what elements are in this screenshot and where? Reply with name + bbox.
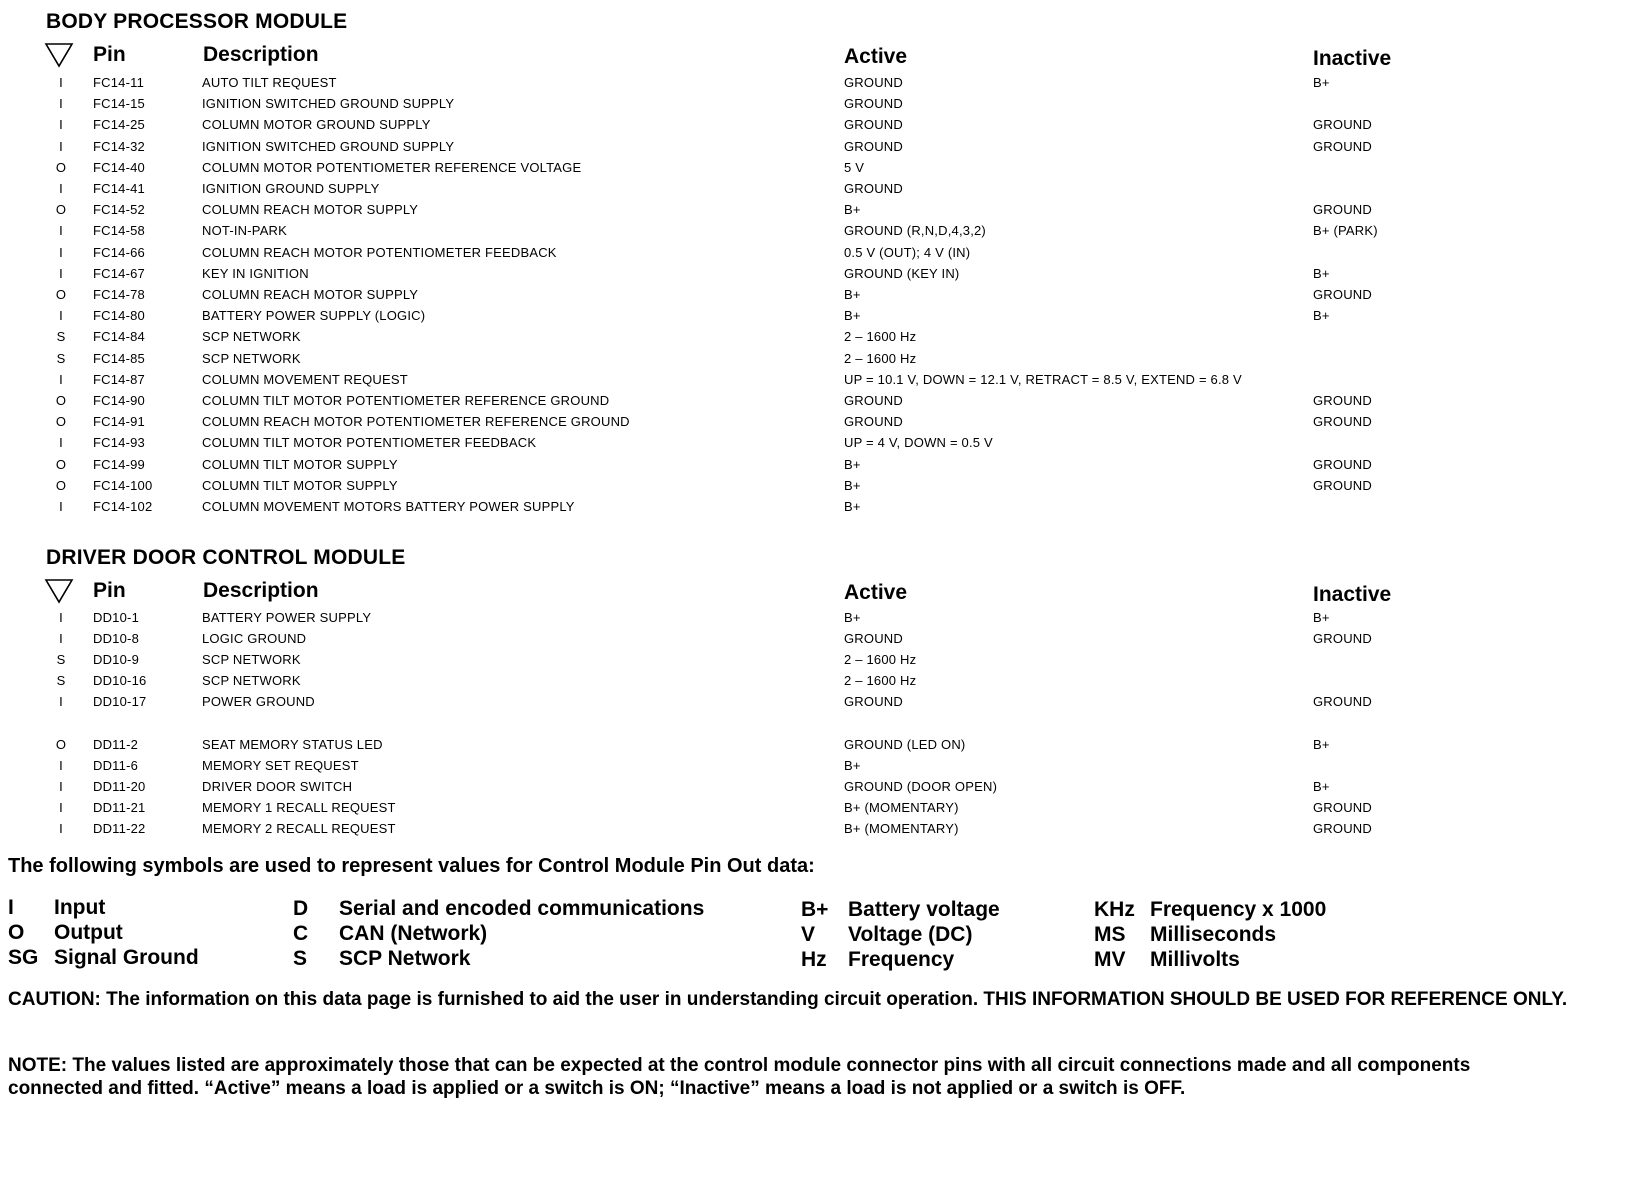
table-row xyxy=(0,351,1600,372)
pin-direction: S xyxy=(56,350,66,366)
pin-id: FC14-66 xyxy=(93,244,145,260)
pin-active-value: B+ xyxy=(844,202,861,218)
pin-active-value: 2 – 1600 Hz xyxy=(844,329,917,345)
pin-description: KEY IN IGNITION xyxy=(202,265,309,281)
pin-active-value: B+ xyxy=(844,758,861,773)
pin-active-value: GROUND xyxy=(844,414,903,430)
pin-direction: I xyxy=(59,821,63,836)
pin-inactive-value: GROUND xyxy=(1313,393,1372,408)
pin-active-value: GROUND (R,N,D,4,3,2) xyxy=(844,223,986,239)
pin-active-value: GROUND xyxy=(844,96,903,112)
pin-direction: I xyxy=(59,371,63,387)
pin-inactive-value: B+ xyxy=(1313,737,1330,752)
table-row xyxy=(0,96,1600,117)
pin-inactive-value: GROUND xyxy=(1313,287,1372,302)
table-row xyxy=(0,223,1600,244)
pin-direction: I xyxy=(59,96,63,112)
table-row xyxy=(0,117,1600,138)
ddcm-header-description: Description xyxy=(203,579,319,602)
pin-direction: O xyxy=(55,202,67,218)
pin-direction: I xyxy=(59,223,63,239)
pin-description: COLUMN TILT MOTOR SUPPLY xyxy=(202,477,398,493)
legend-symbol: D xyxy=(293,897,309,920)
pin-direction: I xyxy=(59,499,63,514)
table-row xyxy=(0,435,1600,456)
pin-description: COLUMN REACH MOTOR SUPPLY xyxy=(202,287,419,302)
pin-inactive-value: GROUND xyxy=(1313,694,1372,709)
pin-id: FC14-15 xyxy=(93,96,145,112)
pin-description: BATTERY POWER SUPPLY (LOGIC) xyxy=(202,308,426,324)
pin-description: SCP NETWORK xyxy=(202,350,301,366)
pin-description: COLUMN REACH MOTOR SUPPLY xyxy=(202,202,419,218)
pin-direction: I xyxy=(59,758,63,773)
pin-inactive-value: GROUND xyxy=(1313,800,1372,815)
pin-id: DD10-9 xyxy=(93,652,139,667)
pin-description: MEMORY 2 RECALL REQUEST xyxy=(202,821,396,836)
table-row xyxy=(0,779,1600,800)
bpm-header-inactive: Inactive xyxy=(1313,47,1392,70)
pin-description: AUTO TILT REQUEST xyxy=(202,75,337,90)
pin-active-value: GROUND xyxy=(844,138,903,154)
pin-id: FC14-100 xyxy=(93,477,153,493)
pin-direction: I xyxy=(59,435,63,451)
table-row xyxy=(0,372,1600,393)
pin-description: DRIVER DOOR SWITCH xyxy=(202,779,353,794)
legend-symbol: B+ xyxy=(801,898,829,921)
pin-id: FC14-40 xyxy=(93,159,145,175)
legend-meaning: Voltage (DC) xyxy=(848,923,973,946)
pin-inactive-value: GROUND xyxy=(1313,821,1372,836)
pin-direction: O xyxy=(55,287,67,302)
pin-id: FC14-32 xyxy=(93,138,145,154)
bpm-header-pin: Pin xyxy=(93,43,126,66)
table-row xyxy=(0,393,1600,414)
pin-inactive-value: B+ xyxy=(1313,265,1330,281)
legend-symbol: MS xyxy=(1094,923,1126,946)
legend-intro: The following symbols are used to represent values for Control Module Pin Out data: xyxy=(8,855,815,877)
pin-inactive-value: GROUND xyxy=(1313,414,1372,430)
table-row xyxy=(0,478,1600,499)
ddcm-title: DRIVER DOOR CONTROL MODULE xyxy=(46,546,406,569)
legend-meaning: CAN (Network) xyxy=(339,922,488,945)
pin-active-value: GROUND (DOOR OPEN) xyxy=(844,779,998,794)
pin-description: IGNITION SWITCHED GROUND SUPPLY xyxy=(202,96,455,112)
table-row xyxy=(0,499,1600,520)
pin-direction: I xyxy=(59,244,63,260)
table-row xyxy=(0,308,1600,329)
pin-id: DD11-6 xyxy=(93,758,139,773)
pin-description: SCP NETWORK xyxy=(202,329,301,345)
legend-meaning: Milliseconds xyxy=(1150,923,1277,946)
pin-active-value: GROUND xyxy=(844,631,903,646)
table-row xyxy=(0,821,1600,842)
table-row xyxy=(0,139,1600,160)
pin-id: FC14-93 xyxy=(93,435,145,451)
pin-active-value: 2 – 1600 Hz xyxy=(844,652,917,667)
pin-description: COLUMN TILT MOTOR SUPPLY xyxy=(202,456,398,472)
pin-active-value: B+ xyxy=(844,308,861,324)
pin-description: LOGIC GROUND xyxy=(202,631,307,646)
legend-symbol: O xyxy=(8,921,25,944)
pin-inactive-value: GROUND xyxy=(1313,631,1372,646)
pin-id: FC14-41 xyxy=(93,181,145,196)
table-row xyxy=(0,673,1600,694)
pin-inactive-value: GROUND xyxy=(1313,477,1372,493)
legend-meaning: Signal Ground xyxy=(54,946,199,969)
table-row xyxy=(0,202,1600,223)
pin-description: MEMORY 1 RECALL REQUEST xyxy=(202,800,396,815)
table-row xyxy=(0,245,1600,266)
pin-id: DD10-8 xyxy=(93,631,139,646)
pin-description: COLUMN MOTOR POTENTIOMETER REFERENCE VOLTAGE xyxy=(202,159,582,175)
pin-id: FC14-91 xyxy=(93,414,145,430)
pin-direction: I xyxy=(59,181,63,196)
pin-active-value: UP = 4 V, DOWN = 0.5 V xyxy=(844,435,993,451)
pin-id: FC14-99 xyxy=(93,456,145,472)
pin-direction: I xyxy=(59,308,63,324)
table-row xyxy=(0,652,1600,673)
pin-active-value: GROUND xyxy=(844,75,903,90)
pin-direction: S xyxy=(56,673,66,688)
legend-meaning: Battery voltage xyxy=(848,898,1000,921)
pin-inactive-value: GROUND xyxy=(1313,117,1372,133)
bpm-header-active: Active xyxy=(844,45,908,68)
pin-inactive-value: B+ xyxy=(1313,779,1330,794)
note-text: NOTE: The values listed are approximately those that can be expected at the control module connector pins with all circuit connections made and all components connected and fitted. “Active” means a load is applied or a switch is ON; “Inactive” means a load is not applied or a switch is OFF. xyxy=(8,1055,1471,1099)
table-row xyxy=(0,414,1600,435)
pin-active-value: 2 – 1600 Hz xyxy=(844,350,917,366)
pin-direction: O xyxy=(55,477,67,493)
pin-active-value: B+ xyxy=(844,499,861,514)
pin-description: POWER GROUND xyxy=(202,694,315,709)
table-row xyxy=(0,758,1600,779)
pin-description: SCP NETWORK xyxy=(202,673,301,688)
pin-inactive-value: GROUND xyxy=(1313,456,1372,472)
legend-symbol: S xyxy=(293,947,308,970)
pin-id: DD11-21 xyxy=(93,800,146,815)
pin-description: SEAT MEMORY STATUS LED xyxy=(202,737,383,752)
legend-meaning: Frequency x 1000 xyxy=(1150,898,1327,921)
ddcm-header-active: Active xyxy=(844,581,908,604)
table-row xyxy=(0,160,1600,181)
ddcm-header-inactive: Inactive xyxy=(1313,583,1392,606)
pin-description: COLUMN MOVEMENT REQUEST xyxy=(202,371,408,387)
pin-direction: I xyxy=(59,138,63,154)
pin-id: FC14-80 xyxy=(93,308,145,324)
legend-meaning: SCP Network xyxy=(339,947,471,970)
pin-id: FC14-90 xyxy=(93,393,145,408)
pin-id: FC14-87 xyxy=(93,371,145,387)
legend-meaning: Output xyxy=(54,921,123,944)
pin-inactive-value: B+ xyxy=(1313,75,1330,90)
pin-direction: O xyxy=(55,393,67,408)
pin-id: DD11-2 xyxy=(93,737,139,752)
pin-description: COLUMN TILT MOTOR POTENTIOMETER REFERENCE GROUND xyxy=(202,393,610,408)
pin-direction: S xyxy=(56,652,66,667)
pin-id: FC14-11 xyxy=(93,75,145,90)
legend-symbol: I xyxy=(8,896,14,919)
bpm-header-description: Description xyxy=(203,43,319,66)
pin-active-value: B+ (MOMENTARY) xyxy=(844,800,959,815)
pin-id: DD11-22 xyxy=(93,821,146,836)
pin-direction: O xyxy=(55,456,67,472)
legend-symbol: V xyxy=(801,923,816,946)
table-row xyxy=(0,631,1600,652)
pin-description: COLUMN MOTOR GROUND SUPPLY xyxy=(202,117,431,133)
pin-description: NOT-IN-PARK xyxy=(202,223,288,239)
pin-direction: I xyxy=(59,779,63,794)
pin-description: SCP NETWORK xyxy=(202,652,301,667)
pin-direction: S xyxy=(56,329,66,345)
pin-active-value: 2 – 1600 Hz xyxy=(844,673,917,688)
legend-meaning: Frequency xyxy=(848,948,955,971)
pin-active-value: GROUND (LED ON) xyxy=(844,737,966,752)
pin-description: IGNITION SWITCHED GROUND SUPPLY xyxy=(202,138,455,154)
pin-description: MEMORY SET REQUEST xyxy=(202,758,359,773)
pin-description: IGNITION GROUND SUPPLY xyxy=(202,181,380,196)
table-row xyxy=(0,329,1600,350)
pin-id: FC14-52 xyxy=(93,202,145,218)
pin-direction: I xyxy=(59,117,63,133)
table-row xyxy=(0,457,1600,478)
pin-id: FC14-78 xyxy=(93,287,145,302)
pin-direction: I xyxy=(59,610,63,625)
table-row xyxy=(0,181,1600,202)
pin-active-value: B+ xyxy=(844,456,861,472)
pin-direction: I xyxy=(59,800,63,815)
pin-id: FC14-67 xyxy=(93,265,145,281)
legend-symbol: MV xyxy=(1094,948,1126,971)
pin-id: FC14-58 xyxy=(93,223,145,239)
pin-active-value: GROUND xyxy=(844,694,903,709)
table-row xyxy=(0,75,1600,96)
pin-direction: I xyxy=(59,631,63,646)
pin-id: FC14-85 xyxy=(93,350,145,366)
pin-description: COLUMN REACH MOTOR POTENTIOMETER FEEDBACK xyxy=(202,244,557,260)
pin-active-value: GROUND (KEY IN) xyxy=(844,265,960,281)
pin-inactive-value: B+ xyxy=(1313,308,1330,324)
bpm-title: BODY PROCESSOR MODULE xyxy=(46,10,348,33)
pin-id: DD10-17 xyxy=(93,694,147,709)
pin-active-value: B+ xyxy=(844,477,861,493)
table-row xyxy=(0,610,1600,631)
table-row xyxy=(0,737,1600,758)
ddcm-header-pin: Pin xyxy=(93,579,126,602)
legend-meaning: Millivolts xyxy=(1150,948,1240,971)
legend-symbol: SG xyxy=(8,946,39,969)
table-row xyxy=(0,287,1600,308)
pin-id: DD10-16 xyxy=(93,673,147,688)
pin-inactive-value: GROUND xyxy=(1313,138,1372,154)
pin-active-value: GROUND xyxy=(844,117,903,133)
pin-active-value: GROUND xyxy=(844,181,903,196)
pin-description: COLUMN REACH MOTOR POTENTIOMETER REFERENCE GROUND xyxy=(202,414,630,430)
pin-id: DD10-1 xyxy=(93,610,139,625)
direction-triangle-icon xyxy=(44,578,74,604)
pin-active-value: UP = 10.1 V, DOWN = 12.1 V, RETRACT = 8.5 V, EXTEND = 6.8 V xyxy=(844,371,1242,387)
pin-direction: O xyxy=(55,159,67,175)
direction-triangle-icon xyxy=(44,42,74,68)
pin-direction: I xyxy=(59,265,63,281)
table-row xyxy=(0,266,1600,287)
pin-active-value: GROUND xyxy=(844,393,903,408)
pin-description: COLUMN MOVEMENT MOTORS BATTERY POWER SUPPLY xyxy=(202,499,575,514)
legend-symbol: Hz xyxy=(801,948,827,971)
pin-active-value: B+ (MOMENTARY) xyxy=(844,821,959,836)
pin-inactive-value: B+ xyxy=(1313,610,1330,625)
pin-active-value: 0.5 V (OUT); 4 V (IN) xyxy=(844,244,971,260)
table-row xyxy=(0,800,1600,821)
pin-direction: O xyxy=(55,414,67,430)
pin-id: FC14-25 xyxy=(93,117,145,133)
legend-symbol: KHz xyxy=(1094,898,1135,921)
pin-id: FC14-84 xyxy=(93,329,145,345)
pin-direction: I xyxy=(59,75,63,90)
pin-direction: O xyxy=(55,737,67,752)
pin-description: BATTERY POWER SUPPLY xyxy=(202,610,372,625)
pin-id: FC14-102 xyxy=(93,499,153,514)
pin-inactive-value: GROUND xyxy=(1313,202,1372,218)
legend-symbol: C xyxy=(293,922,309,945)
pin-description: COLUMN TILT MOTOR POTENTIOMETER FEEDBACK xyxy=(202,435,537,451)
pin-active-value: B+ xyxy=(844,287,861,302)
pin-inactive-value: B+ (PARK) xyxy=(1313,223,1378,239)
legend-meaning: Serial and encoded communications xyxy=(339,897,705,920)
pin-active-value: 5 V xyxy=(844,159,865,175)
legend-meaning: Input xyxy=(54,896,106,919)
caution-text: CAUTION: The information on this data page is furnished to aid the user in understanding circuit operation. THIS INFORMATION SHOULD BE USED FOR REFERENCE ONLY. xyxy=(8,989,1568,1010)
pin-active-value: B+ xyxy=(844,610,861,625)
pin-id: DD11-20 xyxy=(93,779,146,794)
table-row xyxy=(0,694,1600,715)
pin-direction: I xyxy=(59,694,63,709)
